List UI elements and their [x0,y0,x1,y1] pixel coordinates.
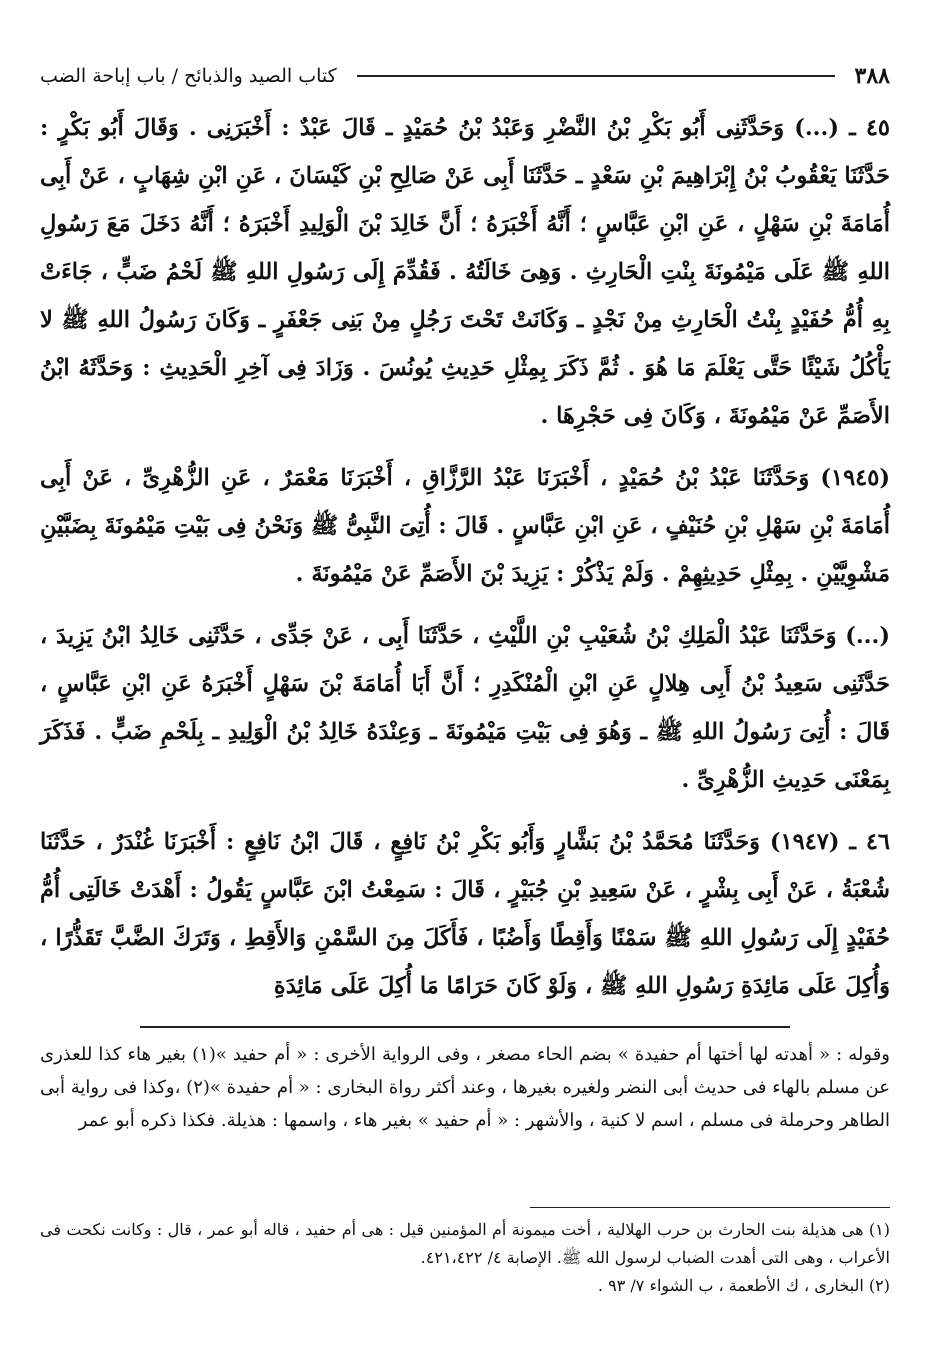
footnotes-section [40,1216,890,1300]
header-rule [357,75,835,77]
hadith-paragraph-46: ٤٦ ـ (١٩٤٧) وَحَدَّثَنَا مُحَمَّدُ بْنُ بَشَّارٍ وَأَبُو بَكْرِ بْنُ نَافِعٍ ، قَالَ ابْنُ نَافِعٍ : أَخْبَرَنَا غُنْدَرٌ ، حَدَّثَنَا شُعْبَةُ ، عَنْ أَبِى بِشْرٍ ، عَنْ سَعِيدِ بْنِ جُبَيْرٍ ، قَالَ : سَمِعْتُ ابْنَ عَبَّاسٍ يَقُولُ : أَهْدَتْ خَالَتِى أُمُّ حُفَيْدٍ إِلَى رَسُولِ اللهِ ﷺ سَمْنًا وَأَقِطًا وَأَضُبًا ، فَأَكَلَ مِنَ السَّمْنِ وَالأَقِطِ ، وَتَرَكَ الضَّبَّ تَقَذُّرًا ، وَأُكِلَ عَلَى مَائِدَةِ رَسُولِ اللهِ ﷺ ، وَلَوْ كَانَ حَرَامًا مَا أُكِلَ عَلَى مَائِدَةِ [40,829,891,999]
hadith-paragraph-continued: (...) وَحَدَّثَنَا عَبْدُ الْمَلِكِ بْنُ شُعَيْبِ بْنِ اللَّيْثِ ، حَدَّثَنَا أَبِى ، عَنْ جَدِّى ، حَدَّثَنِى خَالِدُ ابْنُ يَزِيدَ ، حَدَّثَنِى سَعِيدُ بْنُ أَبِى هِلالٍ عَنِ ابْنِ الْمُنْكَدِرِ ؛ أَنَّ أَبَا أُمَامَةَ بْنَ سَهْلٍ أَخْبَرَهُ عَنِ ابْنِ عَبَّاسٍ ، قَالَ : أُتِىَ رَسُولُ اللهِ ﷺ ـ وَهُوَ فِى بَيْتِ مَيْمُونَةَ ـ وَعِنْدَهُ خَالِدُ بْنُ الْوَلِيدِ ـ بِلَحْمِ ضَبٍّ . فَذَكَرَ بِمَعْنَى حَدِيثِ الزُّهْرِىِّ . [40,623,890,793]
hadith-paragraph-1945: (١٩٤٥) وَحَدَّثَنَا عَبْدُ بْنُ حُمَيْدٍ ، أَخْبَرَنَا عَبْدُ الرَّزَّاقِ ، أَخْبَرَنَا مَعْمَرٌ ، عَنِ الزُّهْرِىِّ ، عَنْ أَبِى أُمَامَةَ بْنِ سَهْلِ بْنِ حُنَيْفٍ ، عَنِ ابْنِ عَبَّاسٍ . قَالَ : أُتِىَ النَّبِىُّ ﷺ وَنَحْنُ فِى بَيْتِ مَيْمُونَةَ بِضَبَّيْنِ مَشْوِيَّيْنِ . بِمِثْلِ حَدِيثِهِمْ . وَلَمْ يَذْكُرْ : يَزِيدَ بْنَ الأَصَمِّ عَنْ مَيْمُونَةَ . [40,465,890,587]
page-number: ٣٨٨ [854,63,890,89]
footnote-1: (١) هى هذيلة بنت الحارث بن حرب الهلالية ، أخت ميمونة أم المؤمنين قيل : هى أم حفيد ، قاله أبو عمر ، قال : وكانت نكحت فى الأعراب ، وهى التى أهدت الضباب لرسول الله ﷺ. الإصابة ٤/ ٤٢١،٤٢٢. [40,1220,890,1267]
commentary-section [40,1038,890,1137]
running-title: كتاب الصيد والذبائح / باب إباحة الضب [40,65,337,87]
footnote-divider [530,1207,890,1208]
hadith-paragraph-45: ٤٥ ـ (...) وَحَدَّثَنِى أَبُو بَكْرِ بْنُ النَّضْرِ وَعَبْدُ بْنُ حُمَيْدٍ ـ قَالَ عَبْدٌ : أَخْبَرَنِى . وَقَالَ أَبُو بَكْرٍ : حَدَّثَنَا يَعْقُوبُ بْنُ إِبْرَاهِيمَ بْنِ سَعْدٍ ـ حَدَّثَنَا أَبِى عَنْ صَالِحِ بْنِ كَيْسَانَ ، عَنِ ابْنِ شِهَابٍ ، عَنْ أَبِى أُمَامَةَ بْنِ سَهْلٍ ، عَنِ ابْنِ عَبَّاسٍ ؛ أَنَّهُ أَخْبَرَهُ ؛ أَنَّ خَالِدَ بْنَ الْوَلِيدِ أَخْبَرَهُ ؛ أَنَّهُ دَخَلَ مَعَ رَسُولِ اللهِ ﷺ عَلَى مَيْمُونَةَ بِنْتِ الْحَارِثِ . وَهِىَ خَالَتُهُ . فَقُدِّمَ إِلَى رَسُولِ اللهِ ﷺ لَحْمُ ضَبٍّ ، جَاءَتْ بِهِ أُمُّ حُفَيْدٍ بِنْتُ الْحَارِثِ مِنْ نَجْدٍ ـ وَكَانَتْ تَحْتَ رَجُلٍ مِنْ بَنِى جَعْفَرٍ ـ وَكَانَ رَسُولُ اللهِ ﷺ لا يَأْكُلُ شَيْئًا حَتَّى يَعْلَمَ مَا هُوَ . ثُمَّ ذَكَرَ بِمِثْلِ حَدِيثِ يُونُسَ . وَزَادَ فِى آخِرِ الْحَدِيثِ : وَحَدَّثَهُ ابْنُ الأَصَمِّ عَنْ مَيْمُونَةَ ، وَكَانَ فِى حَجْرِهَا . [40,115,890,429]
commentary-divider [140,1026,790,1028]
hadith-text [40,104,890,1024]
commentary-text: وقوله : « أهدته لها أختها أم حفيدة » بضم الحاء مصغر ، وفى الرواية الأخرى : « أم حفيد »(١) بغير هاء كذا للعذرى عن مسلم بالهاء فى حديث أبى النضر ولغيره بغيرها ، وعند أكثر رواة البخارى : « أم حفيدة »(٢) ،وكذا فى رواية أبى الطاهر وحرملة فى مسلم ، اسم لا كنية ، والأشهر : « أم حفيد » بغير هاء ، واسمها : هذيلة. فكذا ذكره أبو عمر [40,1044,890,1131]
page-header [40,56,890,96]
footnote-2: (٢) البخارى ، ك الأطعمة ، ب الشواء ٧/ ٩٣ . [597,1276,890,1295]
